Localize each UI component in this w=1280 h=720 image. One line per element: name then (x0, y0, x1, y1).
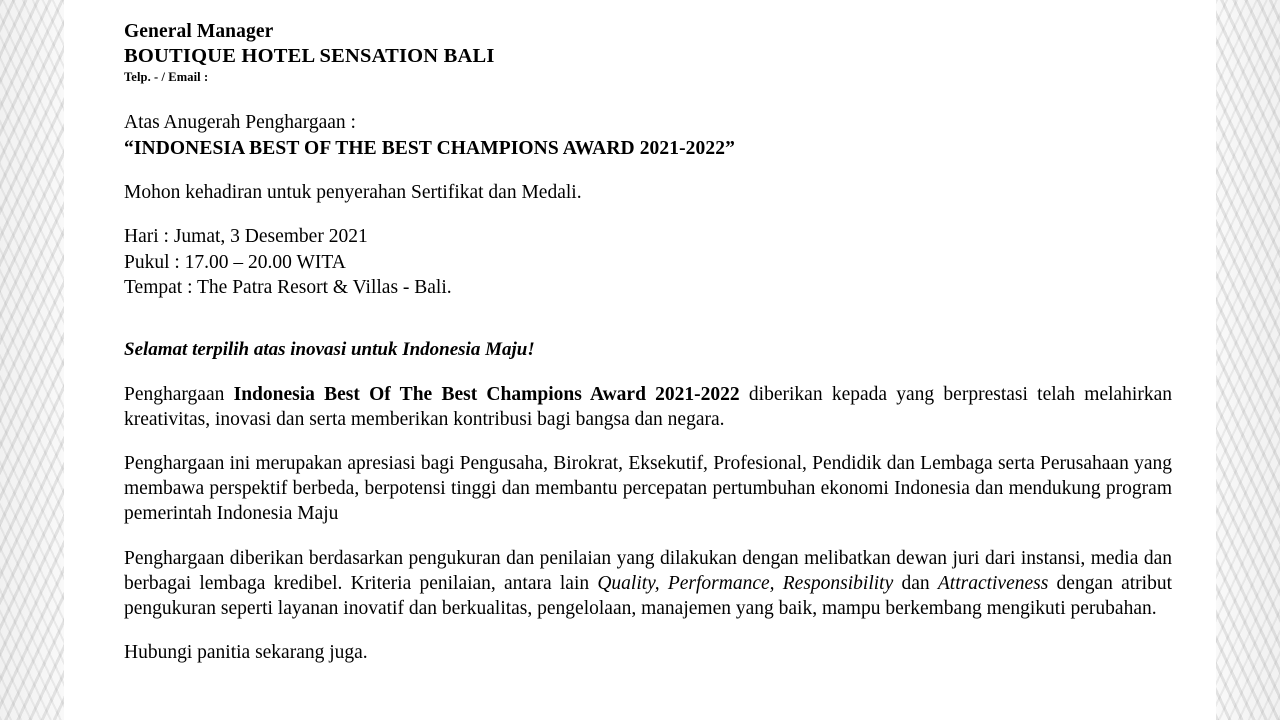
paragraph-award-description (124, 383, 1172, 433)
paragraph-appreciation: Penghargaan ini merupakan apresiasi bagi Pengusaha, Birokrat, Eksekutif, Profesional, Pendidik dan Lembaga serta Perusahaan yang membawa perspektif berbeda, berpotensi tinggi dan membantu percepatan pertumbuhan ekonomi Indonesia dan mendukung program pemerintah Indonesia Maju (124, 453, 1172, 525)
paragraph-3-conjunction: dan (893, 572, 938, 594)
paragraph-3-criteria-two: Attractiveness (937, 572, 1049, 594)
decorative-border-left (0, 0, 64, 720)
invitation-text: Mohon kehadiran untuk penyerahan Sertifikat dan Medali. (124, 181, 582, 203)
spacer (124, 204, 1172, 224)
paragraph-3-criteria-one: Quality, Performance, Responsibility (597, 572, 894, 594)
event-time: Pukul : 17.00 – 20.00 WITA (124, 251, 346, 273)
recipient-organization: BOUTIQUE HOTEL SENSATION BALI (124, 44, 495, 67)
event-venue: Tempat : The Patra Resort & Villas - Bali. (124, 276, 452, 298)
paragraph-contact-committee: Hubungi panitia sekarang juga. (124, 642, 368, 664)
paragraph-1-lead: Penghargaan (124, 383, 234, 405)
paragraph-1-award-name: Indonesia Best Of The Best Champions Award 2021-2022 (233, 383, 740, 405)
spacer (124, 85, 1172, 111)
paragraph-3-lead: Penghargaan diberikan berdasarkan pengukuran dan penilaian yang dilakukan dengan melibatkan dewan juri dari instansi, media dan berbagai lembaga kredibel. Kriteria penilaian, antara lain (124, 547, 1172, 594)
award-intro: Atas Anugerah Penghargaan : (124, 112, 356, 134)
spacer (124, 300, 1172, 338)
event-day: Hari : Jumat, 3 Desember 2021 (124, 226, 368, 248)
spacer (124, 161, 1172, 181)
paragraph-1-tail: diberikan kepada yang berprestasi telah melahirkan kreativitas, inovasi dan serta memberikan kontribusi bagi bangsa dan negara. (124, 383, 1172, 430)
recipient-block (124, 20, 1172, 85)
award-name: “INDONESIA BEST OF THE BEST CHAMPIONS AWARD 2021-2022” (124, 137, 735, 159)
decorative-border-right (1216, 0, 1280, 720)
award-block (124, 111, 1172, 161)
congratulations-line: Selamat terpilih atas inovasi untuk Indonesia Maju! (124, 338, 535, 360)
event-details (124, 224, 1172, 299)
paragraph-criteria (124, 547, 1172, 622)
recipient-title: General Manager (124, 21, 274, 42)
recipient-contact: Telp. - / Email : (124, 69, 209, 84)
document-body (124, 20, 1172, 686)
document-page (64, 0, 1216, 720)
paragraph-3-tail: dengan atribut pengukuran seperti layanan inovatif dan berkualitas, pengelolaan, manajemen yang baik, mampu berkembang mengikuti perubahan. (124, 572, 1172, 619)
